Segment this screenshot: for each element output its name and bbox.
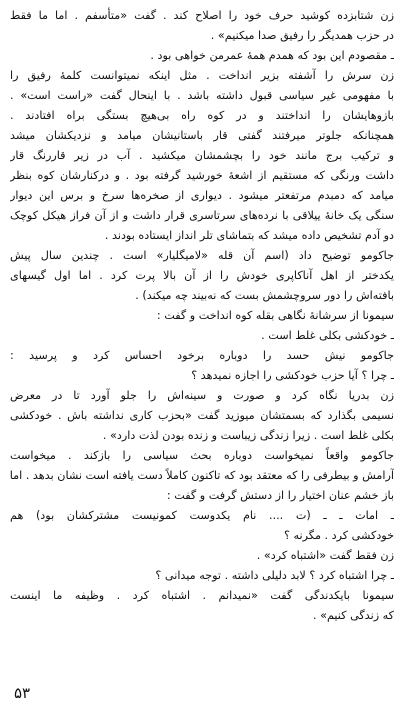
text-line: سنگی یک خانهٔ ییلاقی با نرده‌های سرتاسری قرار داشت و از آن فراز هیکل کوچک: [10, 209, 394, 222]
text-line: سیمونا بایکدندگی گفت «نمیدانم . اشتباه کرد . وظیفه ما اینست: [10, 589, 394, 602]
text-line: دو آدم تشخیص داده میشد که بتماشای تلر انداز ایستاده بودند .: [104, 229, 394, 242]
text-line: ـ چرا ؟ آیا حزب خودکشی را اجازه نمیدهد ؟: [191, 369, 394, 382]
page-number: ۵۳: [14, 684, 31, 702]
text-line: بازوهایشان را انداختند و در کوه راه بی‌هیچ بستگی براه افتادند .: [10, 109, 394, 122]
text-line: ـ امات ـ ـ (ت .... نام یکدوست کمونیست مشترکشان بود) هم: [10, 509, 394, 522]
page-text: [10, 6, 394, 626]
text-line: داشت ورنگی که مستقیم از اشعهٔ خورشید گرفته بود . و درکنارشان کوه بنظر: [10, 169, 394, 182]
text-line: بکلی غلط است . زیرا زندگی زیباست و زنده بودن لذت دارد» .: [102, 429, 394, 442]
text-line: نسیمی بگذارد که بسمتشان میوزید گفت «بحزب کاری نداشته باش . خودکشی: [10, 409, 394, 422]
text-line: زن فقط گفت «اشتباه کرد» .: [256, 549, 394, 562]
text-line: سیمونا از سرشانهٔ نگاهی بقله کوه انداخت و گفت :: [156, 309, 394, 322]
text-line: جاکومو نیش حسد را دوباره برخود احساس کرد و پرسید :: [10, 349, 394, 362]
text-line: که زندگی کنیم» .: [313, 609, 394, 622]
text-line: زن شتابزده کوشید حرف خود را اصلاح کند . گفت «متأسفم . اما ما فقط: [10, 9, 394, 22]
text-line: همچنانکه جلوتر میرفتند گفتی قار باستانیشان میامد و نزدیکشان میشد: [10, 129, 394, 142]
text-line: بافته‌اش را دور سروچشمش بست که نه‌بیند چه میکند) .: [135, 289, 394, 302]
text-line: در حزب همدیگر را رفیق صدا میکنیم» .: [210, 29, 394, 42]
text-line: خودکشی کرد . مگرنه ؟: [284, 529, 394, 542]
text-line: باز خشم عنان اختیار را از دستش گرفت و گفت :: [166, 489, 394, 502]
text-line: ـ چرا اشتباه کرد ؟ لابد دلیلی داشته . توجه میدانی ؟: [155, 569, 394, 582]
text-line: میامد که دمبدم مرتفعتر میشود . دیواری از صخره‌ها سرخ و برس این دیوار: [10, 189, 394, 202]
text-line: زن سرش را آشفته بزیر انداخت . مثل اینکه نمیتوانست کلمهٔ رفیق را: [10, 69, 394, 82]
text-line: یکدختر از اهل آناکاپری خودش را از آن بالا پرت کرد . اما اول گیسهای: [10, 269, 394, 282]
text-line: با مفهومی غیر سیاسی قبول داشته باشد . با اینحال گفت «راست است» .: [10, 89, 394, 102]
text-line: و ترکیب برج مانند خود را بچشمشان میکشید . آب در زیر قاررنگ قار: [10, 149, 394, 162]
text-line: آرامش و بیطرفی را که معتقد بود که تاکنون کاملاً دست یافته است نشان بدهد . اما: [10, 469, 394, 482]
text-line: جاکومو واقعاً نمیخواست دوباره بحث سیاسی را بازکند . میخواست: [10, 449, 394, 462]
text-line: ـ خودکشی بکلی غلط است .: [261, 329, 394, 342]
text-line: ـ مقصودم این بود که همدم همهٔ عمرمن خواهی بود .: [150, 49, 394, 62]
text-line: جاکومو توضیح داد (اسم آن قله «لامیگلیار» است . چندین سال پیش: [10, 249, 394, 262]
text-line: زن بدریا نگاه کرد و صورت و سینه‌اش را جلو آورد تا در معرض: [10, 389, 394, 402]
